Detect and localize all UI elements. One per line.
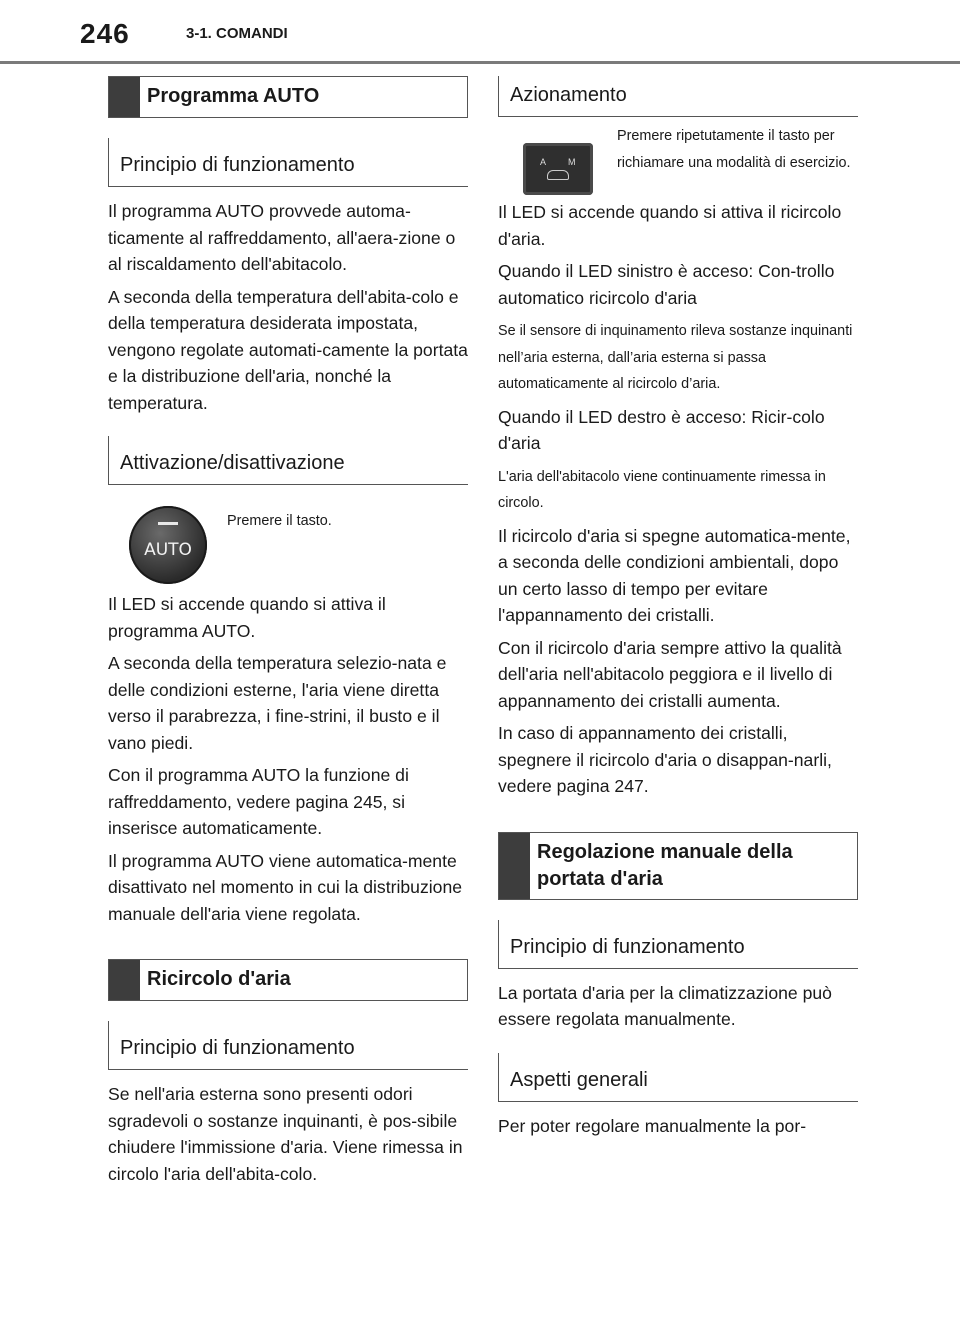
paragraph: Quando il LED sinistro è acceso: Con-trollo automatico ricircolo d'aria (498, 261, 835, 308)
paragraph: In caso di appannamento dei cristalli, spegnere il ricircolo d'aria o disappan-narli, vedere pagina 247. (498, 723, 832, 796)
page-header (0, 0, 960, 62)
auto-button-row (129, 506, 468, 584)
paragraph: Quando il LED destro è acceso: Ricir-colo d'aria (498, 406, 825, 453)
button-caption: Premere il tasto. (227, 513, 332, 529)
heading-text: Ricircolo d'aria (147, 968, 291, 990)
heading-regolazione (498, 832, 858, 900)
paragraph: Il LED si accende quando si attiva il ricircolo d'aria. (498, 202, 842, 249)
recirc-button-row (523, 128, 858, 195)
section-label: 3-1. COMANDI (186, 25, 288, 42)
subheading-principio: Principio di funzionamento (108, 1021, 468, 1070)
recirc-label-a: A (540, 157, 547, 167)
paragraph: Per poter regolare manualmente la por- (498, 1115, 807, 1136)
recirc-button-image (523, 143, 593, 195)
paragraph: Il ricircolo d'aria si spegne automatica-mente, a seconda delle condizioni ambientali, dopo un certo lasso di tempo per evitare l'appannamento dei cristalli. (498, 525, 851, 625)
car-icon (547, 170, 569, 180)
paragraph: Il LED si accende quando si attiva il programma AUTO. (108, 594, 386, 641)
heading-text: Programma AUTO (147, 85, 320, 107)
heading-bar (499, 833, 530, 899)
right-column (498, 76, 858, 1139)
paragraph: Se nell'aria esterna sono presenti odori sgradevoli o sostanze inquinanti, è pos-sibile chiudere l'immissione d'aria. Viene rimessa in circolo l'aria dell'abita-colo. (108, 1084, 463, 1184)
subheading-principio: Principio di funzionamento (498, 920, 858, 969)
auto-button-label: AUTO (144, 540, 192, 560)
paragraph: La portata d'aria per la climatizzazione può essere regolata manualmente. (498, 982, 832, 1029)
paragraph: Con il programma AUTO la funzione di raffreddamento, vedere pagina 245, si inserisce automaticamente. (108, 765, 409, 838)
heading-programma-auto (108, 76, 468, 118)
led-indicator (158, 522, 178, 525)
page-number: 246 (80, 18, 130, 49)
paragraph: Con il ricircolo d'aria sempre attivo la qualità dell'aria nell'abitacolo peggiora e il livello di appannamento dei cristalli aumenta. (498, 637, 842, 711)
heading-bar (109, 77, 140, 117)
header-rule (0, 61, 960, 64)
heading-text: Regolazione manuale della portata d'aria (537, 840, 793, 890)
subheading-principio: Principio di funzionamento (108, 138, 468, 187)
paragraph: Il programma AUTO viene automatica-mente disattivato nel momento in cui la distribuzione manuale dell'aria viene regolata. (108, 850, 463, 924)
button-caption: Premere ripetutamente il tasto per richiamare una modalità di esercizio. (617, 128, 851, 171)
heading-bar (109, 960, 140, 1000)
small-paragraph: L'aria dell'abitacolo viene continuamente rimessa in circolo. (498, 468, 826, 511)
subheading-azionamento: Azionamento (498, 76, 858, 117)
subheading-aspetti: Aspetti generali (498, 1053, 858, 1102)
paragraph: Il programma AUTO provvede automa-ticamente al raffreddamento, all'aera-zione o al riscaldamento dell'abitacolo. (108, 201, 456, 274)
heading-ricircolo (108, 959, 468, 1001)
recirc-label-m: M (568, 157, 576, 167)
left-column (108, 76, 468, 1187)
subheading-attivazione: Attivazione/disattivazione (108, 436, 468, 485)
paragraph: A seconda della temperatura selezio-nata e delle condizioni esterne, l'aria viene diretta verso il parabrezza, i fine-strini, il busto e il vano piedi. (108, 653, 447, 753)
auto-button-image (129, 506, 207, 584)
small-paragraph: Se il sensore di inquinamento rileva sostanze inquinanti nell’aria esterna, dall’aria esterna si passa automaticamente al ricircolo d’aria. (498, 323, 853, 392)
paragraph: A seconda della temperatura dell'abita-colo e della temperatura desiderata impostata, vengono regolate automati-camente la portata e la distribuzione dell'aria, nonché la temperatura. (108, 286, 468, 413)
